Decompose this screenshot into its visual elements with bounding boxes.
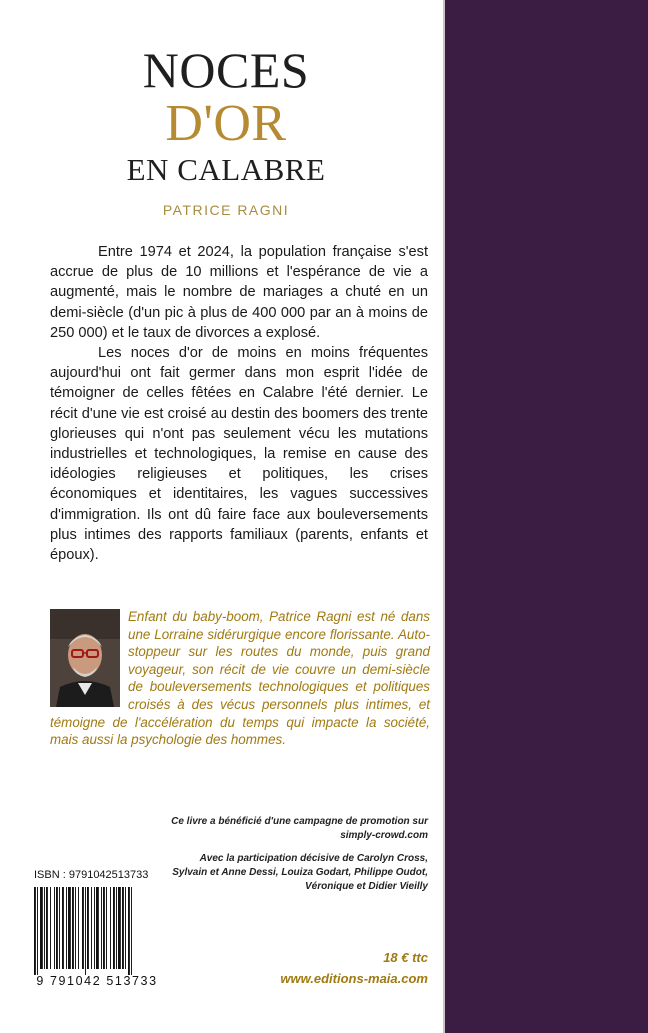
barcode-bar	[78, 887, 79, 969]
barcode-bar	[125, 887, 126, 969]
barcode-bar	[46, 887, 48, 969]
participation-credits: Avec la participation décisive de Carolyn Cross, Sylvain et Anne Dessi, Louiza Godart, Philippe Oudot, Véronique et Didier Vieilly	[172, 853, 428, 892]
barcode-digits: 9 791042 513733	[36, 974, 158, 988]
barcode-bar	[68, 887, 71, 969]
author-bio-text: Enfant du baby-boom, Patrice Ragni est né dans une Lorraine sidérurgique encore florissante. Auto-stoppeur sur les routes du monde, puis grand voyageur, son récit de vie couvre un demi-siècle de bouleversements technologiques et politiques croisés à des vécus personnels plus intimes, et témoigne de l'accélération du temps qui impacte la société, mais aussi la psychologie des hommes.	[50, 609, 430, 748]
barcode-bar	[72, 887, 74, 969]
barcode-bar	[40, 887, 43, 969]
barcode-bar	[113, 887, 115, 969]
isbn-label: ISBN : 9791042513733	[34, 869, 149, 881]
barcode-bar	[110, 887, 111, 969]
barcode-bar	[54, 887, 55, 969]
book-spine	[445, 0, 648, 1033]
barcode-bar	[66, 887, 67, 969]
title-line-1: NOCES	[142, 42, 310, 98]
photo-spacer	[50, 608, 128, 708]
barcode-bar	[44, 887, 45, 969]
barcode-bar	[106, 887, 107, 969]
barcode-bar	[62, 887, 64, 969]
barcode-bar	[59, 887, 60, 969]
promotion-note: Ce livre a bénéficié d'une campagne de promotion sur simply-crowd.com	[171, 816, 428, 841]
price-label: 18 € ttc	[383, 950, 428, 965]
barcode-bar	[50, 887, 51, 969]
barcode-bar	[122, 887, 124, 969]
barcode-bar	[118, 887, 121, 969]
barcode-bar	[87, 887, 89, 969]
barcode-bar	[37, 887, 38, 975]
barcode-bar	[128, 887, 130, 975]
author-name: PATRICE RAGNI	[162, 202, 290, 218]
barcode-bar	[82, 887, 84, 969]
barcode-bar	[85, 887, 86, 975]
blurb-paragraph: Entre 1974 et 2024, la population française s'est accrue de plus de 10 millions et l'espérance de vie a augmenté, mais le nombre de mariages a chuté en un demi-siècle (d'un pic à plus de 400 000 par an à moins de 250 000) et le taux de divorces a explosé.	[50, 244, 428, 341]
barcode-bar	[34, 887, 36, 975]
title-line-2: D'OR	[165, 95, 287, 152]
barcode-bar	[96, 887, 99, 969]
back-cover-blurb	[50, 242, 428, 565]
barcode-bar	[103, 887, 105, 969]
barcode	[33, 887, 160, 975]
barcode-bar	[94, 887, 95, 969]
barcode-bar	[131, 887, 132, 975]
barcode-bar	[91, 887, 92, 969]
title-line-3: EN CALABRE	[126, 152, 326, 187]
barcode-bar	[116, 887, 117, 969]
author-bio	[50, 608, 430, 749]
barcode-bar	[56, 887, 58, 969]
barcode-bar	[101, 887, 102, 969]
blurb-paragraph: Les noces d'or de moins en moins fréquentes aujourd'hui ont fait germer dans mon esprit l'idée de témoigner de celles fêtées en Calabre l'été dernier. Le récit d'une vie est croisé au destin des boomers des trente glorieuses qui n'ont pas seulement vécu les mutations industrielles et technologiques, la remise en cause des idéologies religieuses et politiques, les crises économiques et identitaires, les vagues successives d'immigration. Ils ont dû faire face aux bouleversements plus intimes des rapports familiaux (parents, enfants et époux).	[50, 345, 428, 564]
barcode-bar	[75, 887, 76, 969]
publisher-website-link[interactable]: www.editions-maia.com	[280, 971, 428, 986]
